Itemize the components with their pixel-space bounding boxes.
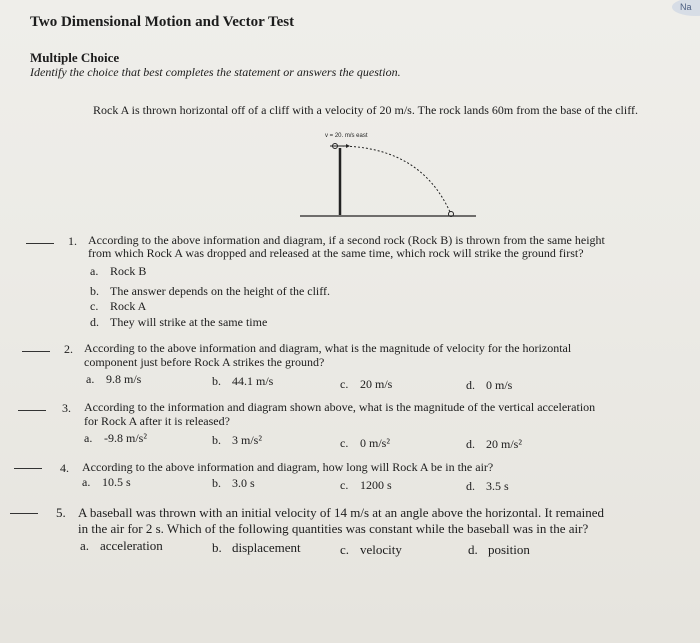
- option-text: 3 m/s²: [232, 433, 262, 447]
- option-5c: [340, 542, 402, 558]
- option-letter: d.: [468, 542, 478, 557]
- option-letter: a.: [90, 264, 99, 278]
- question-text-1-line1: According to the above information and diagram, if a second rock (Rock B) is thrown from the same height: [88, 233, 605, 247]
- question-text-3-line2: for Rock A after it is released?: [84, 414, 230, 428]
- question-text-2-line2: component just before Rock A strikes the ground?: [84, 355, 325, 369]
- option-text: 0 m/s: [486, 378, 513, 392]
- shared-stem: Rock A is thrown horizontal off of a cliff with a velocity of 20 m/s. The rock lands 60m from the base of the cliff.: [93, 103, 638, 117]
- answer-blank-4[interactable]: [14, 468, 42, 469]
- option-3d: [466, 437, 522, 452]
- option-1c: [90, 299, 146, 314]
- option-5a: [80, 538, 163, 554]
- option-letter: a.: [82, 475, 91, 489]
- option-text: 10.5 s: [102, 475, 131, 489]
- option-4a: [82, 475, 131, 490]
- option-4c: [340, 478, 392, 493]
- option-letter: c.: [340, 478, 349, 492]
- option-3b: [212, 433, 262, 448]
- option-letter: d.: [466, 479, 475, 493]
- corner-mark: Na: [672, 0, 700, 16]
- option-letter: a.: [80, 538, 90, 553]
- option-1a: [90, 264, 146, 279]
- option-2d: [466, 378, 512, 393]
- option-1d: [90, 315, 267, 330]
- option-letter: c.: [90, 299, 99, 313]
- option-letter: b.: [212, 540, 222, 555]
- option-3a: [84, 431, 147, 446]
- option-text: 3.0 s: [232, 476, 255, 490]
- question-text-4-line1: According to the above information and diagram, how long will Rock A be in the air?: [82, 460, 494, 474]
- option-text: 20 m/s²: [486, 437, 522, 451]
- question-text-1-line2: from which Rock A was dropped and released at the same time, which rock will strike the ground first?: [88, 246, 584, 260]
- cliff-diagram-svg: [300, 130, 480, 225]
- option-text: Rock A: [110, 299, 147, 313]
- question-text-5-line1: A baseball was thrown with an initial velocity of 14 m/s at an angle above the horizontal. It remained: [78, 505, 604, 520]
- option-text: position: [488, 542, 530, 557]
- option-letter: c.: [340, 542, 350, 557]
- answer-blank-1[interactable]: [26, 243, 54, 244]
- velocity-label: v = 20. m/s east: [325, 133, 368, 139]
- option-5d: [468, 542, 530, 558]
- section-heading: Multiple Choice: [30, 50, 120, 65]
- trajectory-path: [338, 146, 450, 212]
- option-2a: [86, 372, 141, 387]
- question-number-5: 5.: [56, 505, 66, 520]
- option-letter: a.: [84, 431, 93, 445]
- option-text: 3.5 s: [486, 479, 509, 493]
- section-instructions: Identify the choice that best completes the statement or answers the question.: [30, 65, 401, 79]
- option-text: 1200 s: [360, 478, 392, 492]
- answer-blank-2[interactable]: [22, 351, 50, 352]
- option-letter: b.: [212, 374, 221, 388]
- question-text-3-line1: According to the information and diagram shown above, what is the magnitude of the vertical acceleration: [84, 400, 596, 414]
- option-letter: d.: [466, 437, 475, 451]
- option-text: velocity: [360, 542, 402, 557]
- option-letter: d.: [90, 315, 99, 329]
- option-1b: [90, 284, 330, 299]
- question-number-1: 1.: [68, 234, 77, 248]
- option-4b: [212, 476, 255, 491]
- option-letter: d.: [466, 378, 475, 392]
- option-text: 9.8 m/s: [106, 372, 142, 386]
- option-letter: c.: [340, 436, 349, 450]
- option-text: They will strike at the same time: [110, 315, 268, 329]
- option-text: 20 m/s: [360, 377, 393, 391]
- question-number-4: 4.: [60, 461, 69, 475]
- option-text: acceleration: [100, 538, 163, 553]
- option-text: The answer depends on the height of the cliff.: [110, 284, 331, 298]
- question-number-2: 2.: [64, 342, 73, 356]
- question-number-3: 3.: [62, 401, 71, 415]
- cliff-diagram: [300, 130, 480, 230]
- option-text: 44.1 m/s: [232, 374, 274, 388]
- answer-blank-5[interactable]: [10, 513, 38, 514]
- option-letter: b.: [212, 476, 221, 490]
- option-letter: c.: [340, 377, 349, 391]
- option-text: displacement: [232, 540, 301, 555]
- option-3c: [340, 436, 390, 451]
- option-2c: [340, 377, 392, 392]
- answer-blank-3[interactable]: [18, 410, 46, 411]
- option-letter: b.: [212, 433, 221, 447]
- option-text: Rock B: [110, 264, 147, 278]
- option-letter: b.: [90, 284, 99, 298]
- option-2b: [212, 374, 273, 389]
- option-text: 0 m/s²: [360, 436, 390, 450]
- question-text-5-line2: in the air for 2 s. Which of the following quantities was constant while the baseball was in the air?: [78, 521, 589, 536]
- option-letter: a.: [86, 372, 95, 386]
- question-text-2-line1: According to the above information and diagram, what is the magnitude of velocity for the horizontal: [84, 341, 572, 355]
- page-title: Two Dimensional Motion and Vector Test: [30, 14, 295, 30]
- option-text: -9.8 m/s²: [104, 431, 147, 445]
- option-5b: [212, 540, 301, 556]
- option-4d: [466, 479, 509, 494]
